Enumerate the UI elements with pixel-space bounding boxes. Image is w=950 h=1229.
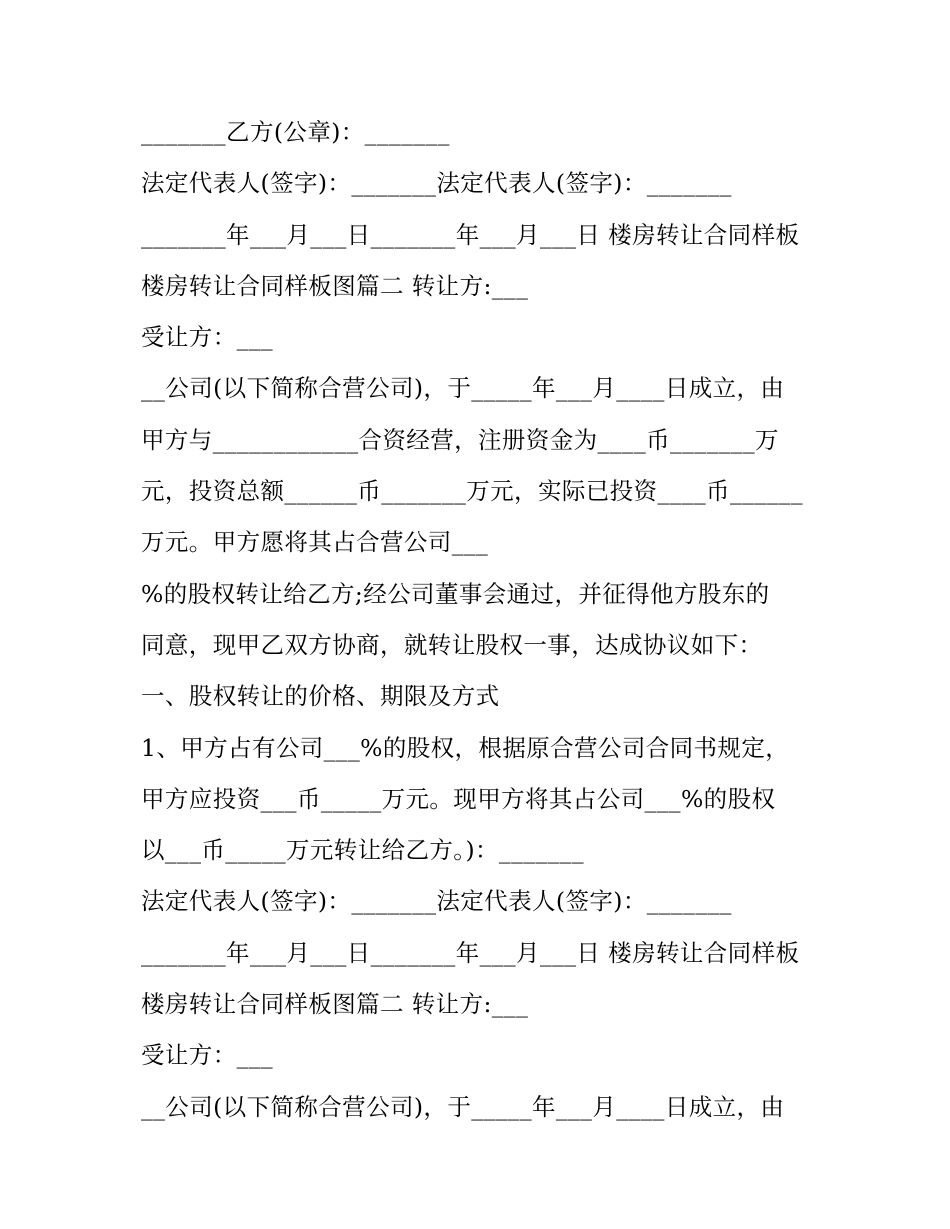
text-line: 1、甲方占有公司___%的股权，根据原合营公司合同书规定，	[141, 733, 790, 762]
text-line: _______年___月___日_______年___月___日 楼房转让合同样板	[141, 938, 800, 967]
text-line: 法定代表人(签字)：_______法定代表人(签字)：_______	[141, 887, 732, 916]
text-line: 法定代表人(签字)：_______法定代表人(签字)：_______	[141, 169, 732, 198]
text-line: 元，投资总额______币_______万元，实际已投资____币______	[141, 477, 803, 506]
text-line: 万元。甲方愿将其占合营公司___	[141, 528, 489, 557]
text-line: 楼房转让合同样板图篇二 转让方:___	[141, 990, 529, 1019]
text-line: __公司(以下简称合营公司)，于_____年___月____日成立，由	[141, 374, 785, 403]
text-line: 甲方应投资___币_____万元。现甲方将其占公司___%的股权	[141, 784, 776, 813]
section-heading: 一、股权转让的价格、期限及方式	[141, 682, 500, 711]
text-line: 楼房转让合同样板图篇二 转让方:___	[141, 271, 529, 300]
text-line: 同意，现甲乙双方协商，就转让股权一事，达成协议如下：	[141, 630, 763, 659]
text-line: %的股权转让给乙方;经公司董事会通过，并征得他方股东的	[141, 579, 770, 608]
text-line: 受让方：___	[141, 1041, 274, 1070]
text-line: _______年___月___日_______年___月___日 楼房转让合同样板	[141, 220, 800, 249]
text-line: _______乙方(公章)：_______	[141, 118, 450, 146]
text-line: 甲方与____________合资经营，注册资金为____币_______万	[141, 425, 779, 454]
document-body	[141, 112, 821, 1138]
text-line: 以___币_____万元转让给乙方。)：_______	[141, 836, 584, 865]
text-line: __公司(以下简称合营公司)，于_____年___月____日成立，由	[141, 1092, 785, 1121]
text-line: 受让方：___	[141, 323, 274, 352]
